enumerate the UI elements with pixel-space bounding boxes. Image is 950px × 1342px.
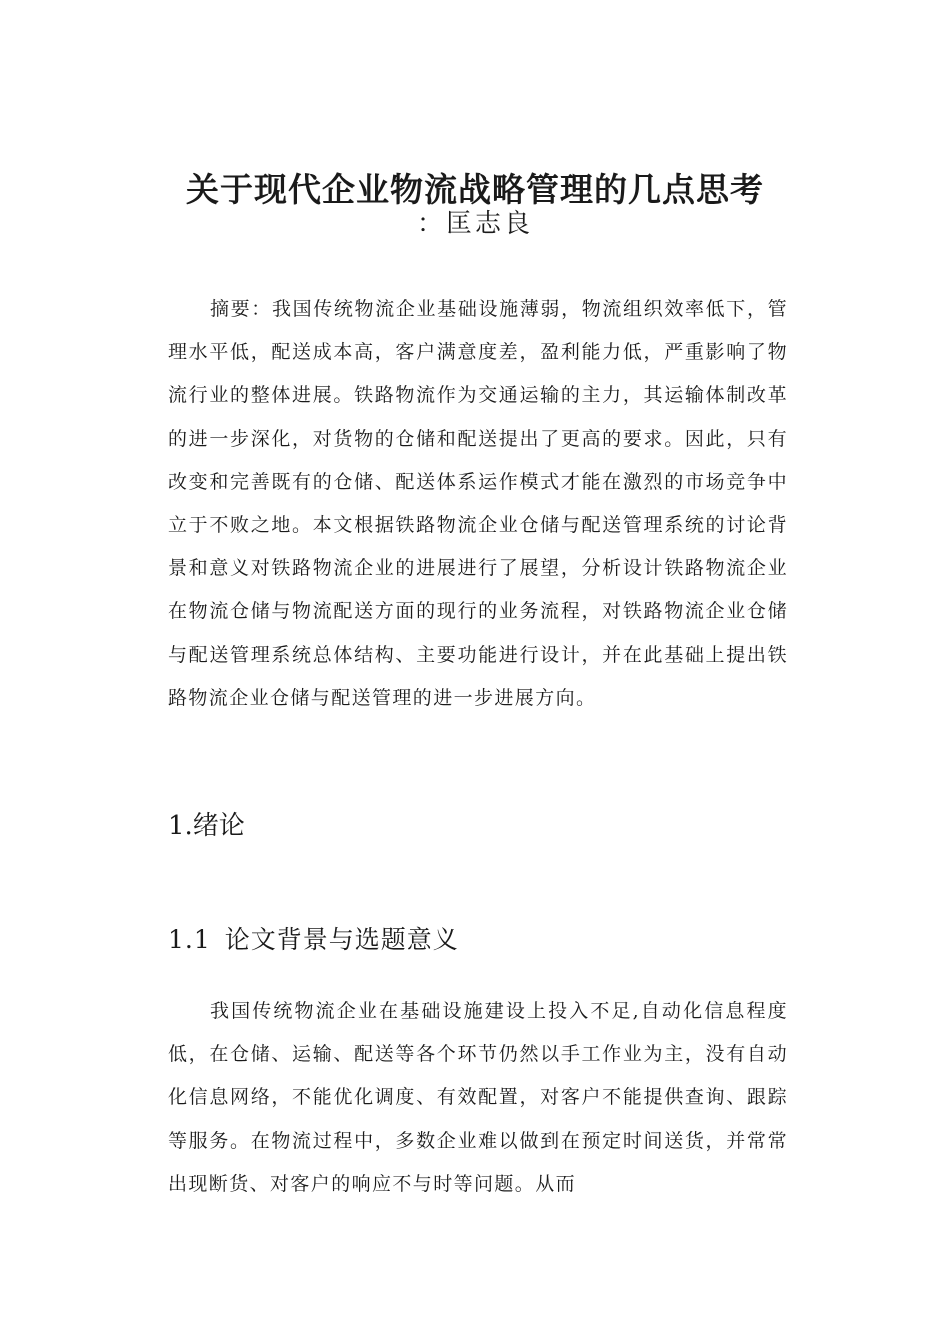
section-number: 1.1 (168, 925, 211, 954)
abstract-paragraph: 摘要：我国传统物流企业基础设施薄弱，物流组织效率低下，管理水平低，配送成本高，客户满意度差，盈利能力低，严重影响了物流行业的整体进展。铁路物流作为交通运输的主力，其运输体制改革的进一步深化，对货物的仓储和配送提出了更高的要求。因此，只有改变和完善既有的仓储、配送体系运作模式才能在激烈的市场竞争中立于不败之地。本文根据铁路物流企业仓储与配送管理系统的讨论背景和意义对铁路物流企业的进展进行了展望，分析设计铁路物流企业在物流仓储与物流配送方面的现行的业务流程，对铁路物流企业仓储与配送管理系统总体结构、主要功能进行设计，并在此基础上提出铁路物流企业仓储与配送管理的进一步进展方向。 (168, 298, 788, 709)
section-heading-1-1 (168, 920, 459, 960)
section-heading-1: 1.绪论 (168, 811, 245, 841)
section-title: 论文背景与选题意义 (224, 925, 459, 954)
author-line: ：匡志良 (416, 209, 533, 239)
body-paragraph: 我国传统物流企业在基础设施建设上投入不足,自动化信息程度低，在仓储、运输、配送等各个环节仍然以手工作业为主，没有自动化信息网络，不能优化调度、有效配置，对客户不能提供查询、跟踪等服务。在物流过程中，多数企业难以做到在预定时间送货，并常常出现断货、对客户的响应不与时等问题。从而 (168, 1000, 788, 1195)
document-title: 关于现代企业物流战略管理的几点思考 (186, 170, 764, 210)
